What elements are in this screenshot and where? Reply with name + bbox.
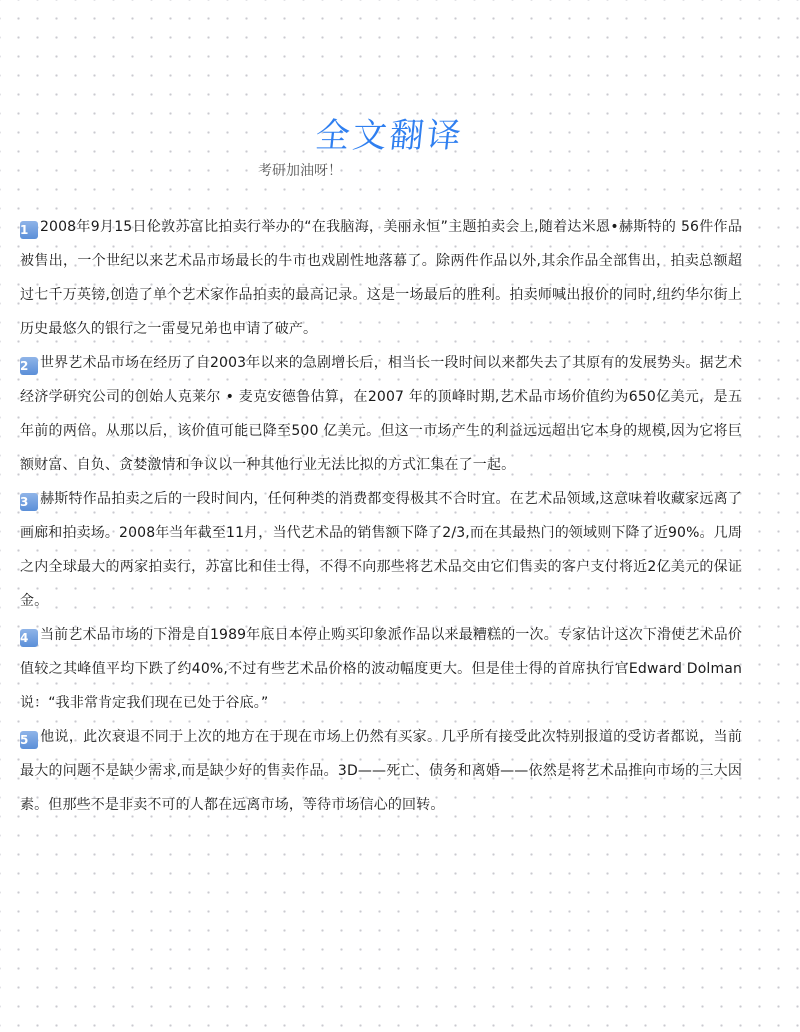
keycap-number-icon: 4 (20, 629, 38, 647)
keycap-number-icon: 5 (20, 731, 38, 749)
keycap-number-icon: 1 (20, 221, 38, 239)
paragraph-text: 他说，此次衰退不同于上次的地方在于现在市场上仍然有买家。几乎所有接受此次特别报道的受访者都说，当前最大的问题不是缺少需求,而是缺少好的售卖作品。3D——死亡、债务和离婚——依然是将艺术品推向市场的三大因素。但那些不是非卖不可的人都在远离市场，等待市场信心的回转。 (20, 729, 742, 813)
keycap-number-icon: 3 (20, 493, 38, 511)
keycap-number-icon: 2 (20, 357, 38, 375)
paragraph-1 (20, 210, 742, 346)
page-title: 全文翻译 (313, 116, 466, 156)
paragraph-5 (20, 720, 742, 822)
paragraph-text: 当前艺术品市场的下滑是自1989年底日本停止购买印象派作品以来最糟糕的一次。专家估计这次下滑使艺术品价值较之其峰值平均下跌了约40%,不过有些艺术品价格的波动幅度更大。但是佳士得的首席执行官Edward Dolman 说：“我非常肯定我们现在已处于谷底。” (20, 627, 742, 711)
paragraph-2 (20, 346, 742, 482)
translation-body (20, 210, 742, 822)
paragraph-text: 2008年9月15日伦敦苏富比拍卖行举办的“在我脑海，美丽永恒”主题拍卖会上,随着达米恩•赫斯特的 56件作品被售出，一个世纪以来艺术品市场最长的牛市也戏剧性地落幕了。除两件作品以外,其余作品全部售出，拍卖总额超过七千万英镑,创造了单个艺术家作品拍卖的最高记录。这是一场最后的胜利。拍卖师喊出报价的同时,纽约华尔街上历史最悠久的银行之一雷曼兄弟也申请了破产。 (20, 219, 742, 337)
paragraph-text: 世界艺术品市场在经历了自2003年以来的急剧增长后，相当长一段时间以来都失去了其原有的发展势头。据艺术经济学研究公司的创始人克莱尔 • 麦克安德鲁估算，在2007 年的顶峰时期,艺术品市场价值约为650亿美元，是五年前的两倍。从那以后，该价值可能已降至500 亿美元。但这一市场产生的利益远远超出它本身的规模,因为它将巨额财富、自负、贪婪激情和争议以一种其他行业无法比拟的方式汇集在了一起。 (20, 355, 742, 473)
paragraph-3 (20, 482, 742, 618)
page-subtitle: 考研加油呀！ (258, 163, 342, 179)
paragraph-text: 赫斯特作品拍卖之后的一段时间内，任何种类的消费都变得极其不合时宜。在艺术品领域,这意味着收藏家远离了画廊和拍卖场。2008年当年截至11月，当代艺术品的销售额下降了2/3,而在其最热门的领域则下降了近90%。几周之内全球最大的两家拍卖行，苏富比和佳士得，不得不向那些将艺术品交由它们售卖的客户支付将近2亿美元的保证金。 (20, 491, 742, 609)
paragraph-4 (20, 618, 742, 720)
